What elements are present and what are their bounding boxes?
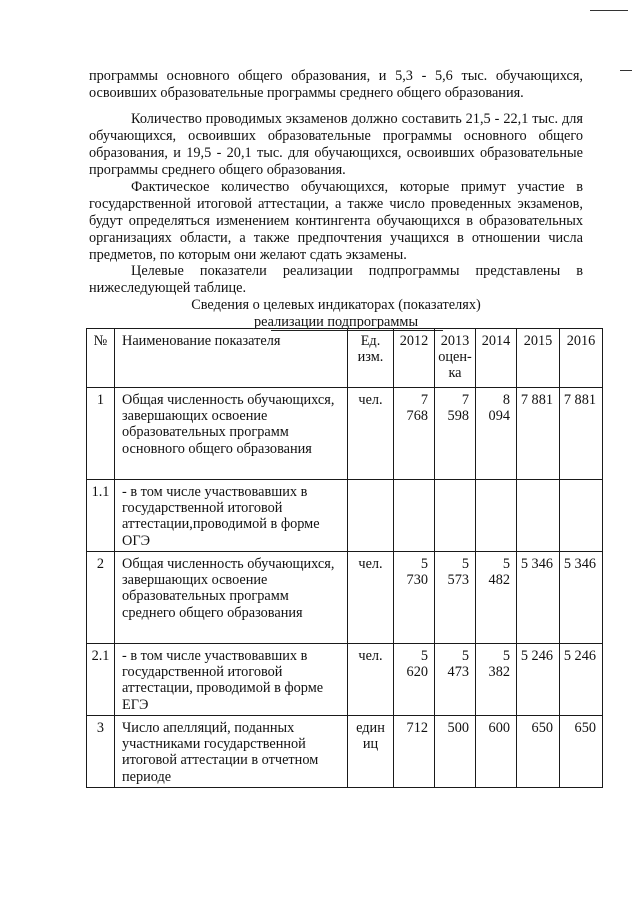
table-caption-line-2: реализации подпрограммы [253, 314, 419, 330]
row-unit: чел. [348, 644, 394, 716]
table-row [87, 552, 603, 644]
row-value-2012: 7 768 [394, 388, 435, 480]
row-value-2013: 7 598 [435, 388, 476, 480]
row-value-2015: 5 346 [517, 552, 560, 644]
indicators-table [86, 328, 603, 788]
table-caption-line-1: Сведения о целевых индикаторах (показателях) [191, 297, 481, 313]
row-value-2015: 7 881 [517, 388, 560, 480]
row-name: - в том числе участвовавших в государственной итоговой аттестации,проводимой в форме ОГЭ [115, 480, 348, 552]
row-name: Общая численность обучающихся, завершающих освоение образовательных программ основного общего образования [115, 388, 348, 480]
header-2016: 2016 [560, 329, 603, 388]
table-row [87, 644, 603, 716]
row-value-2014 [476, 480, 517, 552]
row-value-2013: 5 473 [435, 644, 476, 716]
row-value-2012: 712 [394, 716, 435, 788]
header-2015: 2015 [517, 329, 560, 388]
scan-artifact-top-right [590, 10, 628, 11]
row-num: 1 [87, 388, 115, 480]
row-unit [348, 480, 394, 552]
table-row [87, 388, 603, 480]
row-value-2015: 650 [517, 716, 560, 788]
row-num: 2 [87, 552, 115, 644]
header-unit: Ед. изм. [348, 329, 394, 388]
header-2012: 2012 [394, 329, 435, 388]
row-value-2013 [435, 480, 476, 552]
header-2014: 2014 [476, 329, 517, 388]
table-header-row [87, 329, 603, 388]
row-num: 2.1 [87, 644, 115, 716]
row-value-2012: 5 620 [394, 644, 435, 716]
row-value-2013: 500 [435, 716, 476, 788]
paragraph-2: Количество проводимых экзаменов должно составить 21,5 - 22,1 тыс. для обучающихся, освоивших образовательные программы основного общего образования, и 19,5 - 20,1 тыс. для обучающихся, освоивших образовательные программы среднего общего образования. [89, 111, 583, 178]
row-unit: един иц [348, 716, 394, 788]
header-num: № [87, 329, 115, 388]
row-name: Число апелляций, поданных участниками государственной итоговой аттестации в отчетном периоде [115, 716, 348, 788]
table-row [87, 716, 603, 788]
row-value-2014: 5 382 [476, 644, 517, 716]
scan-artifact-right [620, 70, 632, 71]
row-value-2016: 5 346 [560, 552, 603, 644]
paragraph-1: программы основного общего образования, и 5,3 - 5,6 тыс. обучающихся, освоивших образовательные программы среднего общего образования. [89, 68, 583, 101]
table-row [87, 480, 603, 552]
row-value-2015: 5 246 [517, 644, 560, 716]
row-value-2016 [560, 480, 603, 552]
row-value-2013: 5 573 [435, 552, 476, 644]
header-2013: 2013 оцен-ка [435, 329, 476, 388]
row-value-2014: 5 482 [476, 552, 517, 644]
row-value-2016: 5 246 [560, 644, 603, 716]
row-value-2016: 7 881 [560, 388, 603, 480]
row-unit: чел. [348, 388, 394, 480]
row-name: Общая численность обучающихся, завершающих освоение образовательных программ среднего общего образования [115, 552, 348, 644]
row-unit: чел. [348, 552, 394, 644]
row-value-2016: 650 [560, 716, 603, 788]
paragraph-4: Целевые показатели реализации подпрограммы представлены в нижеследующей таблице. [89, 263, 583, 296]
row-value-2015 [517, 480, 560, 552]
row-num: 1.1 [87, 480, 115, 552]
row-num: 3 [87, 716, 115, 788]
row-value-2014: 600 [476, 716, 517, 788]
row-value-2012: 5 730 [394, 552, 435, 644]
row-value-2012 [394, 480, 435, 552]
row-value-2014: 8 094 [476, 388, 517, 480]
paragraph-3: Фактическое количество обучающихся, которые примут участие в государственной итоговой аттестации, а также число проведенных экзаменов, будут определяться изменением контингента обучающихся в образовательных организациях области, а также предпочтения учащихся в отношении числа предметов, по которым они желают сдать экзамены. [89, 179, 583, 263]
row-name: - в том числе участвовавших в государственной итоговой аттестации, проводимой в форме ЕГЭ [115, 644, 348, 716]
header-name: Наименование показателя [115, 329, 348, 388]
